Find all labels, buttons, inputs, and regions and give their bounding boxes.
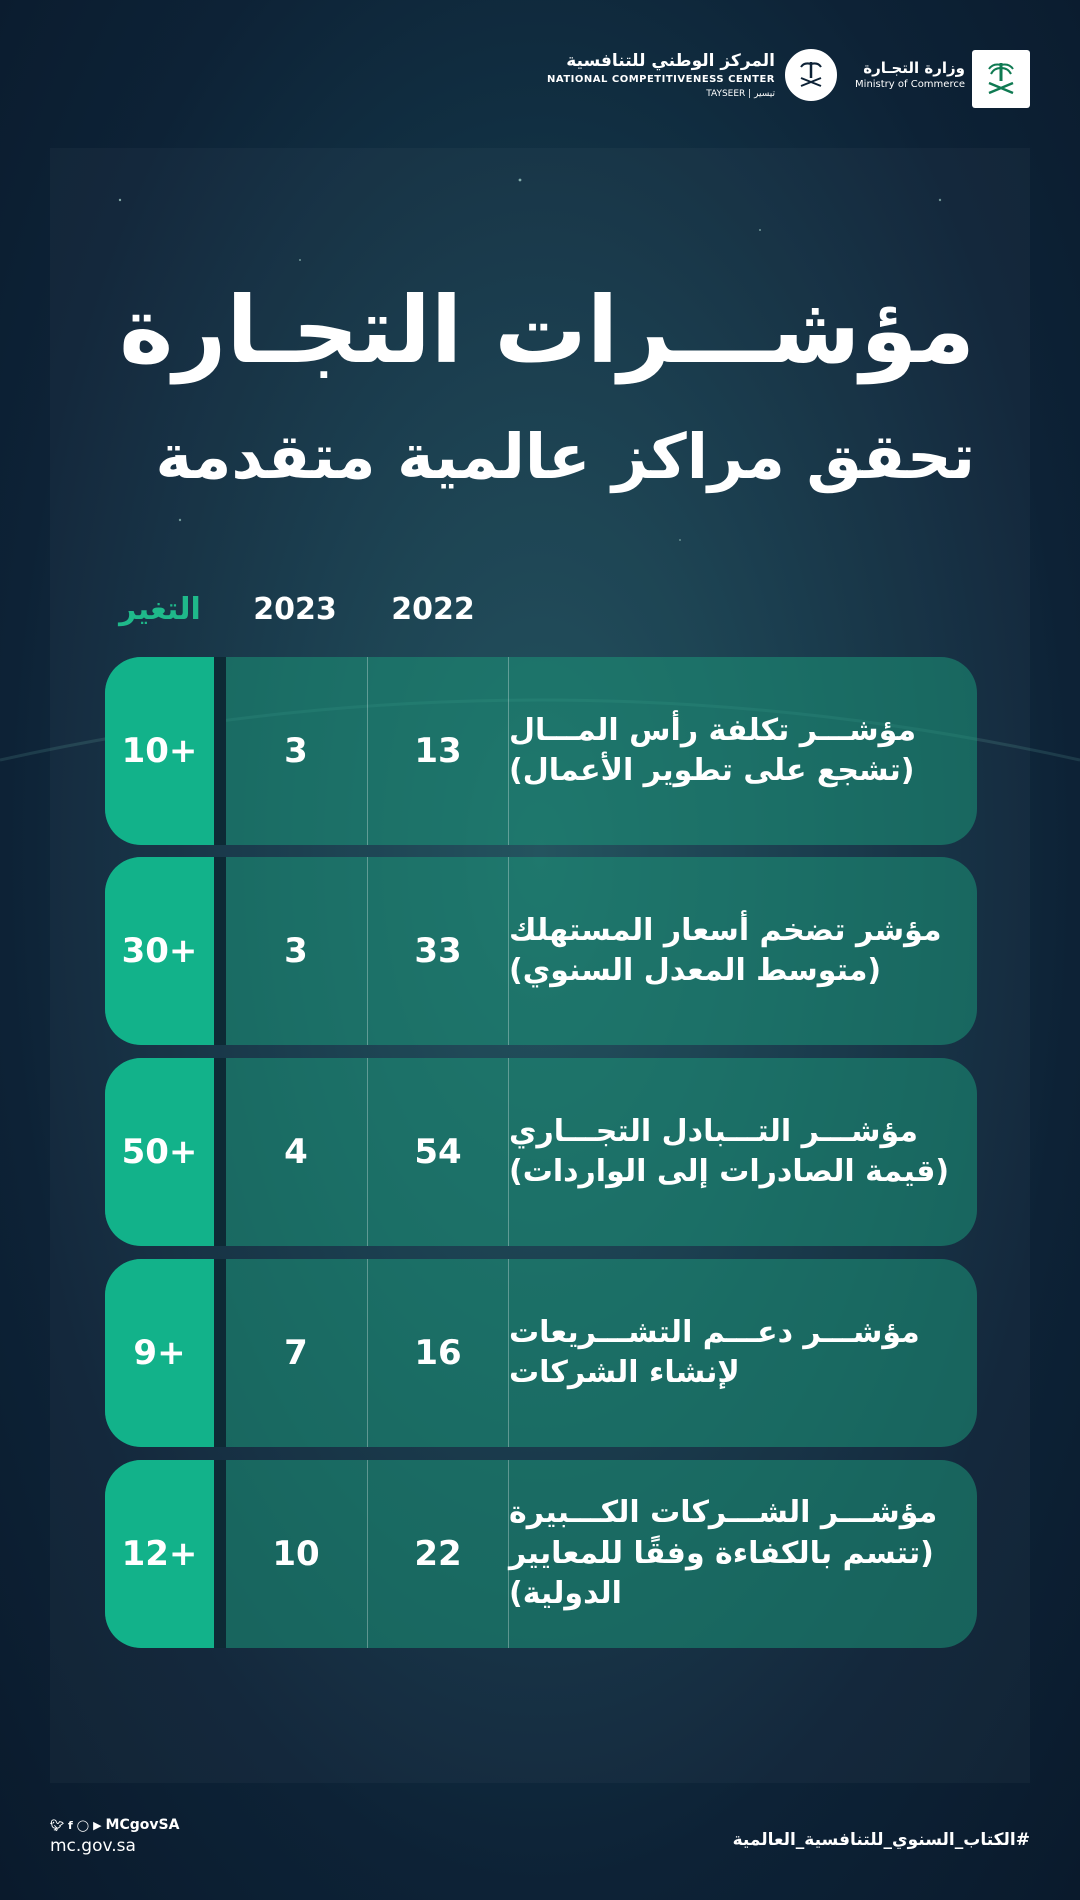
value-2022: 33 [367,857,509,1045]
indicator-name: مؤشـــر تكلفة رأس المـــال [509,712,917,748]
instagram-icon[interactable]: ◯ [76,1818,90,1832]
column-header-2023: 2023 [253,592,337,627]
column-header-change: التغير [119,592,201,627]
page-title: مؤشـــرات التجـارة [119,277,975,384]
indicator-row [105,1460,977,1648]
ministry-name-ar: وزارة التجـارة [863,59,965,77]
indicator-label [509,1058,952,1246]
ministry-of-commerce-name [855,59,965,90]
column-header-2022: 2022 [391,592,475,627]
indicator-row [105,857,977,1045]
indicator-note-cont: الدولية) [509,1576,622,1612]
value-2022: 13 [367,657,509,845]
indicator-row [105,657,977,845]
indicator-note: (قيمة الصادرات إلى الواردات) [509,1154,950,1189]
indicator-label [509,857,952,1045]
social-handle-row [50,1817,179,1833]
value-2023: 10 [272,1534,320,1574]
ncc-name-ar: المركز الوطني للتنافسية [566,51,775,71]
value-2022: 16 [367,1259,509,1447]
value-2023: 4 [284,1132,308,1172]
indicator-label [509,657,952,845]
ncc-logo [785,49,837,101]
ncc-name [515,51,775,99]
change-value: 12+ [105,1460,214,1648]
indicator-label [509,1259,952,1447]
indicator-name: مؤشـــر دعـــم التشـــريعات [509,1314,920,1350]
indicator-label [509,1460,952,1648]
footer-social [50,1817,179,1856]
header [0,45,1080,115]
ncc-tayseer: TAYSEER | تيسير [706,89,775,99]
indicator-name: مؤشر تضخم أسعار المستهلك [509,912,942,948]
indicator-note: لإنشاء الشركات [509,1355,740,1390]
indicator-note: (متوسط المعدل السنوي) [509,953,882,988]
facebook-icon[interactable]: f [67,1818,73,1832]
value-2023: 3 [284,731,308,771]
indicator-note: (تشجع على تطوير الأعمال) [509,753,915,788]
indicator-name: مؤشـــر التـــبادل التجـــاري [509,1113,918,1149]
social-handle[interactable]: MCgovSA [105,1817,180,1833]
value-2023: 7 [284,1333,308,1373]
page-subtitle: تحقق مراكز عالمية متقدمة [155,420,975,493]
change-value: 10+ [105,657,214,845]
value-2023: 3 [284,931,308,971]
value-2022: 22 [367,1460,509,1648]
indicator-row [105,1058,977,1246]
ncc-name-en: NATIONAL COMPETITIVENESS CENTER [547,74,775,85]
hashtag: #الكتاب_السنوي_للتنافسية_العالمية [732,1830,1030,1850]
ministry-of-commerce-logo [972,50,1030,108]
twitter-icon[interactable]: 🐦︎ [50,1818,64,1832]
indicator-name: مؤشـــر الشـــركات الكـــبيرة [509,1495,938,1531]
value-2022: 54 [367,1058,509,1246]
change-value: 9+ [105,1259,214,1447]
change-value: 30+ [105,857,214,1045]
indicator-note: (تتسم بالكفاءة وفقًا للمعايير [509,1535,934,1571]
indicator-row [105,1259,977,1447]
youtube-icon[interactable]: ▶ [93,1818,102,1832]
change-value: 50+ [105,1058,214,1246]
ministry-name-en: Ministry of Commerce [855,79,965,90]
website-link[interactable]: mc.gov.sa [50,1836,136,1856]
